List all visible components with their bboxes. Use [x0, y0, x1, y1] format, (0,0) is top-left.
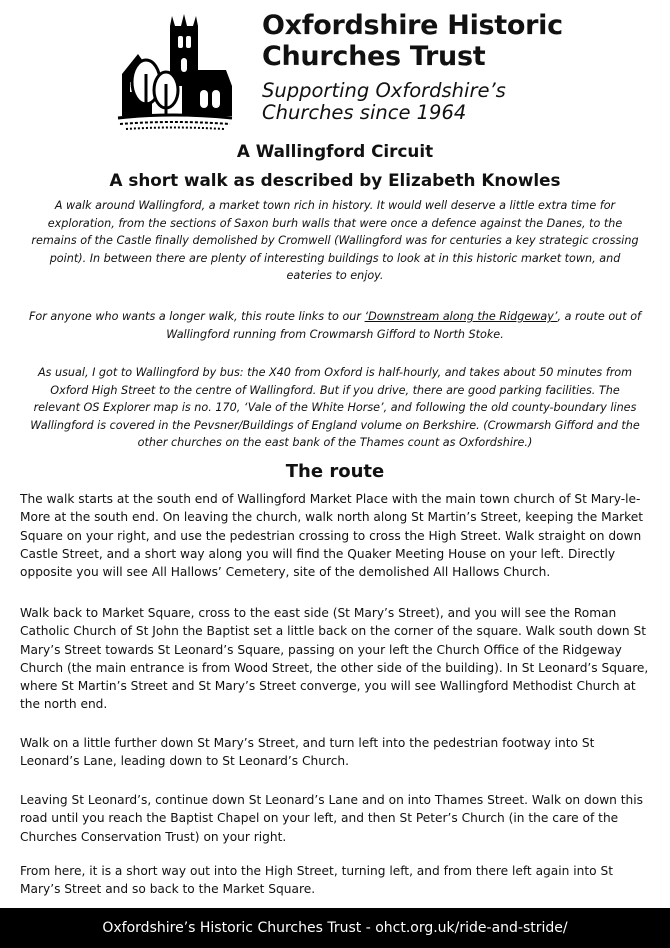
- header: [0, 0, 670, 140]
- route-paragraph: Leaving St Leonard’s, continue down St Leonard’s Lane and on into Thames Street. Walk on down this road until you reach the Baptist Chapel on your left, and then St Peter’s Church (in the care of the Churches Conservation Trust) on your right.: [20, 793, 644, 844]
- footer-banner: Oxfordshire’s Historic Churches Trust - ohct.org.uk/ride-and-stride/: [0, 908, 670, 948]
- route-paragraph: Walk back to Market Square, cross to the east side (St Mary’s Street), and you will see the Roman Catholic Church of St John the Baptist set a little back on the corner of the square. Walk south down St Mary’s Street towards St Leonard’s Square, passing on your left the Church Office of the Ridgeway Church (the main entrance is from Wood Street, the other side of the building). In St Leonard’s Square, where St Martin’s Street and St Mary’s Street converge, you will see Wallingford Methodist Church at the north end.: [20, 606, 649, 712]
- travel-paragraph: As usual, I got to Wallingford by bus: the X40 from Oxford is half-hourly, and takes about 50 minutes from Oxford High Street to the centre of Wallingford. But if you drive, there are good parking facilities. The relevant OS Explorer map is no. 170, ‘Vale of the White Horse’, and following the old county-boundary lines Wallingford is covered in the Pevsner/Buildings of England volume on Berkshire. (Crowmarsh Gifford and the other churches on the east bank of the Thames count as Oxfordshire.): [30, 366, 640, 450]
- route-paragraph: From here, it is a short way out into the High Street, turning left, and from there left again into St Mary’s Street and so back to the Market Square.: [20, 864, 613, 897]
- tagline: [262, 80, 506, 124]
- intro-paragraph: A walk around Wallingford, a market town rich in history. It would well deserve a little extra time for exploration, from the sections of Saxon burh walls that were once a defence against the Danes, to the remains of the Castle finally demolished by Cromwell (Wallingford was for centuries a key strategic crossing point). In between there are plenty of interesting buildings to look at in this historic market town, and eateries to enjoy.: [31, 199, 639, 283]
- intro-link-prefix: For anyone who wants a longer walk, this route links to our: [28, 310, 365, 323]
- ridgeway-walk-link[interactable]: ‘Downstream along the Ridgeway’: [364, 310, 558, 323]
- church-logo: [112, 12, 234, 132]
- intro-link-suffix: , a route out of Wallingford running from Crowmarsh Gifford to North Stoke.: [166, 310, 641, 341]
- organisation-name: [262, 10, 563, 72]
- org-name-line2: Churches Trust: [262, 41, 486, 72]
- route-heading: The route: [285, 461, 385, 482]
- intro-link-paragraph: [28, 308, 642, 343]
- org-name-line1: Oxfordshire Historic: [262, 10, 563, 41]
- route-paragraph: Walk on a little further down St Mary’s Street, and turn left into the pedestrian footway into St Leonard’s Lane, leading down to St Leonard’s Church.: [20, 736, 595, 769]
- route-paragraph: The walk starts at the south end of Wallingford Market Place with the main town church of St Mary-le-More at the south end. On leaving the church, walk north along St Martin’s Street, keeping the Market Square on your right, and use the pedestrian crossing to cross the High Street. Walk straight on down Castle Street, and a short way along you will find the Quaker Meeting House on your left. Directly opposite you will see All Hallows’ Cemetery, site of the demolished All Hallows Church.: [20, 492, 644, 580]
- tagline-line2: Churches since 1964: [262, 101, 467, 124]
- tagline-line1: Supporting Oxfordshire’s: [262, 79, 506, 102]
- document-subtitle: A short walk as described by Elizabeth Knowles: [109, 170, 561, 190]
- document-title: A Wallingford Circuit: [236, 141, 434, 161]
